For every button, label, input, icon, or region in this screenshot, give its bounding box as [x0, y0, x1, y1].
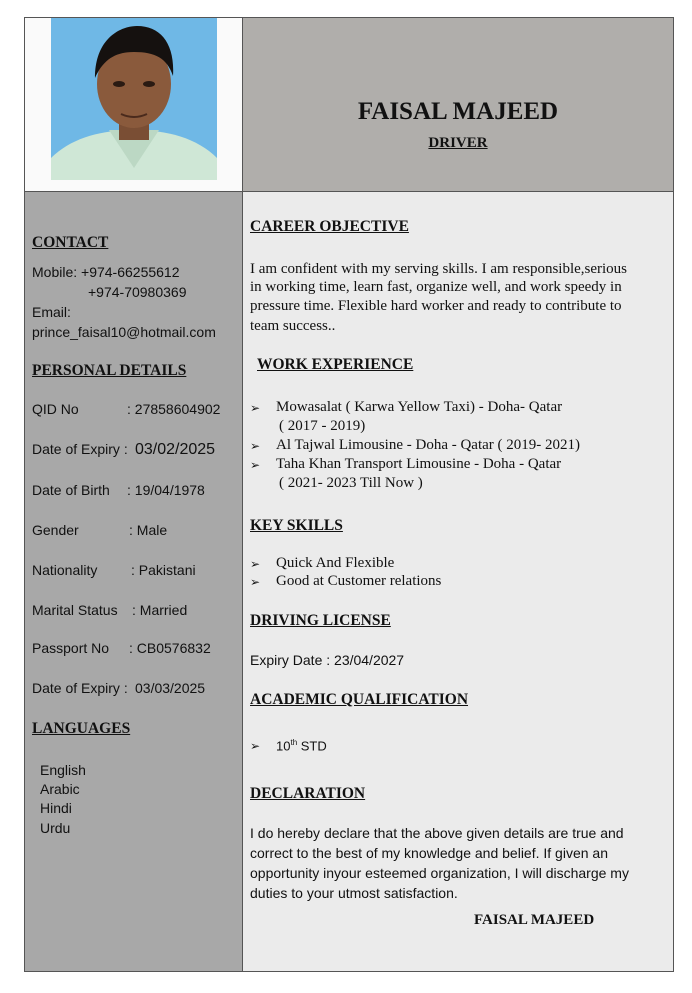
bullet-icon: ➢ [250, 557, 261, 571]
career-line: in working time, learn fast, organize well, and work speedy in [250, 279, 622, 295]
academic-item-number: 10 [276, 738, 291, 754]
dob-label: Date of Birth [32, 482, 110, 498]
candidate-name: FAISAL MAJEED [357, 98, 559, 125]
experience-item: Mowasalat ( Karwa Yellow Taxi) - Doha- Qatar [276, 399, 563, 415]
row-divider [24, 191, 674, 192]
passport-value: : CB0576832 [129, 640, 211, 656]
personal-heading: PERSONAL DETAILS [32, 362, 187, 379]
declaration-line: correct to the best of my knowledge and belief. If given an [250, 845, 608, 861]
marital-value: : Married [132, 602, 188, 618]
license-expiry: Expiry Date : 23/04/2027 [250, 652, 405, 668]
contact-mobile: Mobile: +974-66255612 [32, 264, 180, 280]
experience-item-dates: ( 2017 - 2019) [279, 418, 366, 434]
career-line: team success.. [250, 318, 336, 334]
skill-item: Quick And Flexible [276, 555, 395, 571]
declaration-heading: DECLARATION [250, 785, 366, 802]
experience-item-dates: ( 2021- 2023 Till Now ) [279, 475, 423, 491]
academic-item-rest: STD [297, 738, 327, 754]
bullet-icon: ➢ [250, 739, 261, 753]
skill-item: Good at Customer relations [276, 573, 442, 589]
gender-value: : Male [129, 522, 168, 538]
signature-name: FAISAL MAJEED [474, 912, 595, 928]
dob-value: : 19/04/1978 [127, 482, 205, 498]
bullet-icon: ➢ [250, 575, 261, 589]
passport-expiry-value: 03/03/2025 [135, 680, 206, 696]
experience-item: Al Tajwal Limousine - Doha - Qatar ( 2019- 2021) [276, 437, 581, 453]
nationality-label: Nationality [32, 562, 98, 578]
marital-label: Marital Status [32, 602, 118, 618]
bullet-icon: ➢ [250, 439, 261, 453]
contact-heading: CONTACT [32, 234, 109, 251]
qid-value: : 27858604902 [127, 401, 221, 417]
gender-label: Gender [32, 522, 79, 538]
language-item: Urdu [40, 820, 71, 836]
qid-label: QID No [32, 401, 79, 417]
qid-expiry-value: 03/02/2025 [135, 441, 216, 458]
bullet-icon: ➢ [250, 458, 261, 472]
career-line: I am confident with my serving skills. I am responsible,serious [250, 261, 628, 277]
experience-item: Taha Khan Transport Limousine - Doha - Qatar [276, 456, 562, 472]
passport-expiry-label: Date of Expiry : [32, 680, 128, 696]
language-item: Arabic [40, 781, 80, 797]
declaration-line: opportunity inyour esteemed organization, I will discharge my [250, 865, 629, 881]
contact-mobile-2: +974-70980369 [88, 284, 187, 300]
career-heading: CAREER OBJECTIVE [250, 218, 409, 235]
skills-heading: KEY SKILLS [250, 517, 343, 534]
passport-label: Passport No [32, 640, 110, 656]
career-line: pressure time. Flexible hard worker and ready to contribute to [250, 298, 622, 314]
qid-expiry-label: Date of Expiry : [32, 441, 128, 457]
bullet-icon: ➢ [250, 401, 261, 415]
languages-heading: LANGUAGES [32, 720, 131, 737]
license-heading: DRIVING LICENSE [250, 612, 391, 629]
language-item: Hindi [40, 800, 72, 816]
declaration-line: duties to your utmost satisfaction. [250, 885, 458, 901]
job-title: DRIVER [428, 135, 488, 151]
academic-heading: ACADEMIC QUALIFICATION [250, 691, 469, 708]
contact-email-label: Email: [32, 304, 71, 320]
declaration-line: I do hereby declare that the above given details are true and [250, 825, 624, 841]
experience-heading: WORK EXPERIENCE [257, 356, 414, 373]
academic-item-suffix: th [290, 738, 298, 747]
resume-frame [24, 17, 674, 972]
language-item: English [40, 762, 86, 778]
column-divider [242, 17, 243, 972]
nationality-value: : Pakistani [131, 562, 196, 578]
contact-email: prince_faisal10@hotmail.com [32, 324, 216, 340]
